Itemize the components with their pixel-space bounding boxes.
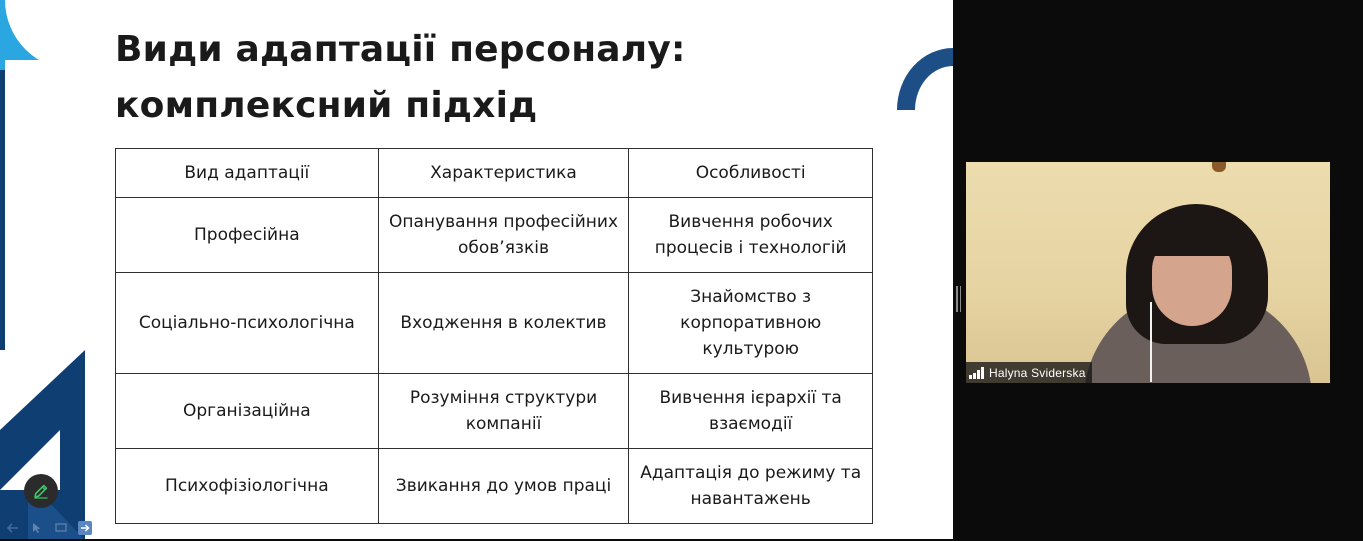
table-cell: Вивчення робочих процесів і технологій: [629, 198, 873, 273]
table-cell: Адаптація до режиму та навантажень: [629, 449, 873, 524]
prev-slide-button[interactable]: [6, 521, 20, 535]
table-row: [116, 273, 873, 374]
table-cell: Психофізіологічна: [116, 449, 379, 524]
table-header-row: [116, 149, 873, 198]
pointer-button[interactable]: [30, 521, 44, 535]
slide-corner-decoration: [897, 48, 953, 110]
participant-name: Halyna Sviderska: [989, 365, 1086, 380]
table-cell: Розуміння структури компанії: [378, 374, 629, 449]
pointer-icon: [31, 522, 43, 534]
participant-name-tag: [966, 362, 1092, 383]
view-splitter-handle[interactable]: [956, 286, 962, 312]
slide-decoration-strip: [0, 0, 85, 539]
table-cell: Входження в колектив: [378, 273, 629, 374]
whiteboard-icon: [55, 523, 67, 533]
table-row: [116, 198, 873, 273]
table-header-cell: Вид адаптації: [116, 149, 379, 198]
table-cell: Знайомство з корпоративною культурою: [629, 273, 873, 374]
table-cell: Звикання до умов праці: [378, 449, 629, 524]
table-cell: Професійна: [116, 198, 379, 273]
slide-title-line-2: комплексний підхід: [115, 85, 538, 126]
table-row: [116, 449, 873, 524]
table-cell: Соціально-психологічна: [116, 273, 379, 374]
table-cell: Вивчення ієрархії та взаємодії: [629, 374, 873, 449]
next-arrow-icon: [78, 521, 92, 535]
slide-title-line-1: Види адаптації персоналу:: [115, 29, 686, 70]
annotate-button[interactable]: [24, 474, 58, 508]
table-cell: Опанування професійних обов’язків: [378, 198, 629, 273]
table-header-cell: Особливості: [629, 149, 873, 198]
adaptation-table: [115, 148, 873, 524]
table-header-cell: Характеристика: [378, 149, 629, 198]
whiteboard-button[interactable]: [54, 521, 68, 535]
slide-title: [115, 22, 815, 134]
table-cell: Організаційна: [116, 374, 379, 449]
participant-video-tile[interactable]: [966, 162, 1330, 383]
next-slide-button[interactable]: [78, 521, 92, 535]
signal-bars-icon: [969, 367, 985, 379]
prev-arrow-icon: [7, 523, 19, 533]
pencil-icon: [32, 482, 50, 500]
table-row: [116, 374, 873, 449]
slide-content: [85, 0, 953, 539]
slide-nav-toolbar: [6, 519, 92, 537]
